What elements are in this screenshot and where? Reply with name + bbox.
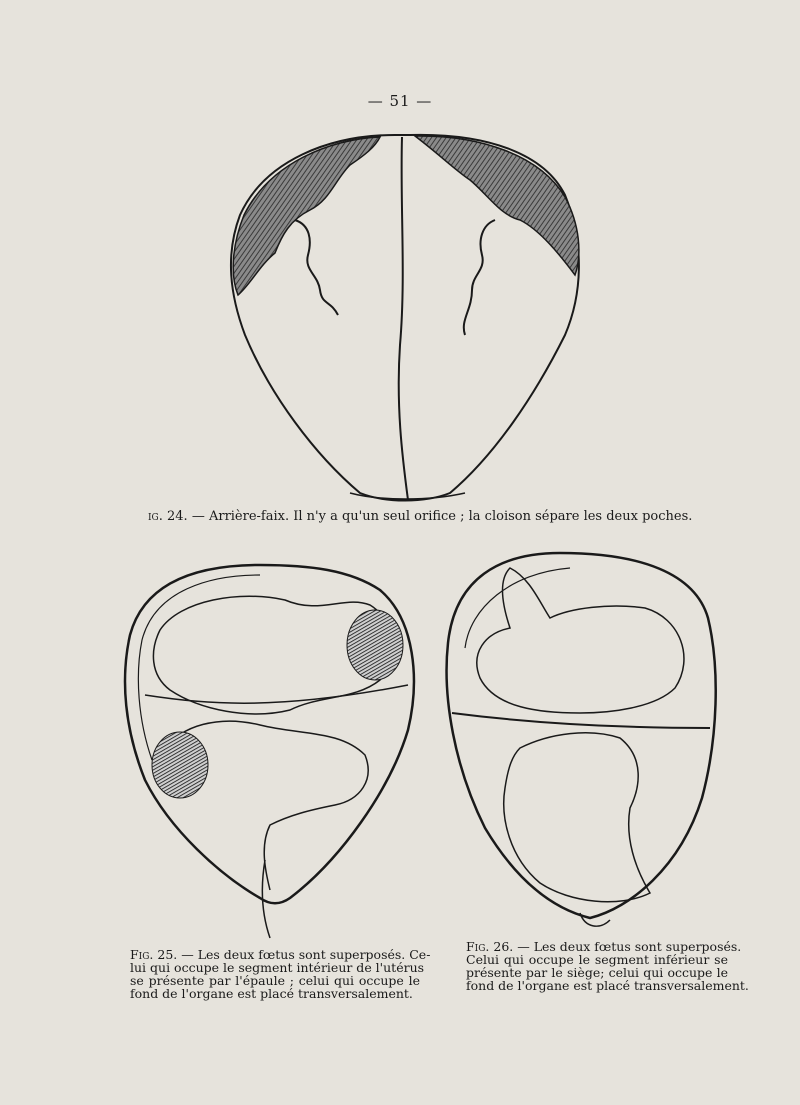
lower-fetus-head	[152, 732, 208, 798]
figure-25-illustration	[120, 560, 420, 945]
figure-24-caption	[148, 510, 708, 523]
right-cord	[464, 220, 495, 335]
figure-label: Fig. 25.	[130, 947, 178, 962]
caption-line: — Les deux fœtus sont superposés.	[517, 939, 742, 954]
caption-text: — Arrière-faix. Il n'y a qu'un seul orifice ; la cloison sépare les deux poches.	[191, 509, 693, 524]
figure-24-illustration	[220, 125, 590, 510]
caption-line: se présente par l'épaule ; celui qui occupe le	[130, 973, 420, 988]
septum	[399, 137, 408, 500]
cervix	[580, 913, 610, 926]
right-placenta	[415, 136, 579, 275]
figure-26-caption	[466, 939, 749, 993]
uterus-outline	[447, 553, 716, 918]
figure-label: Fig. 26.	[466, 939, 514, 954]
left-cord	[295, 220, 338, 315]
page-number: — 51 —	[367, 92, 433, 110]
lower-fetus-body	[504, 733, 650, 902]
caption-line: Celui qui occupe le segment inférieur se	[466, 952, 728, 967]
caption-line: lui qui occupe le segment intérieur de l'utérus	[130, 960, 425, 975]
inner-membrane	[138, 575, 260, 760]
inner-membrane	[465, 568, 570, 648]
caption-line: fond de l'organe est placé transversalement.	[130, 986, 413, 1001]
caption-line: — Les deux fœtus sont superposés. Ce-	[181, 947, 431, 962]
septum-line	[452, 713, 710, 728]
caption-line: présente par le siège; celui qui occupe le	[466, 965, 728, 980]
figure-26-illustration	[440, 548, 720, 943]
figure-25-caption	[130, 947, 431, 1001]
upper-fetus-head	[347, 610, 403, 680]
upper-fetus-body	[477, 568, 684, 713]
left-placenta	[233, 137, 380, 295]
caption-line: fond de l'organe est placé transversalement.	[466, 978, 749, 993]
figure-label: ig. 24.	[148, 509, 188, 524]
